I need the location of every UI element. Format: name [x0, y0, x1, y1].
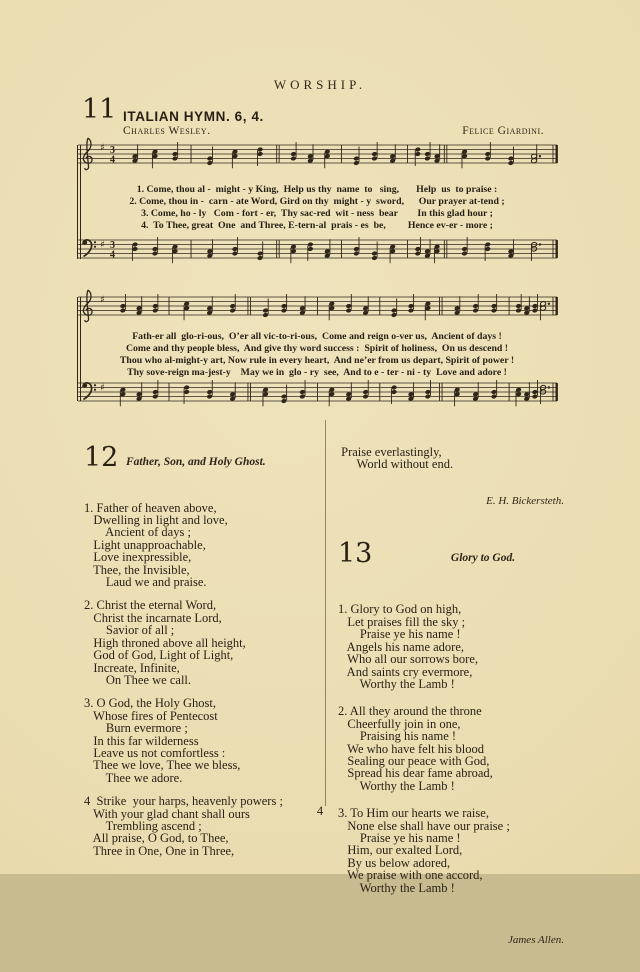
verse-line: Praise ye his name !: [338, 627, 461, 642]
hymn-12-author: E. H. Bickersteth.: [486, 495, 564, 508]
hymn-13-title: Glory to God.: [450, 551, 516, 564]
text-line: 3. Come, ho - ly Com - fort - er, Thy sac-red wit - ness bear In this glad hour ;: [141, 208, 493, 219]
svg-text:♯: ♯: [100, 294, 105, 306]
verse-line: And saints cry evermore,: [338, 664, 473, 679]
verse-line: Spread his dear fame abroad,: [338, 766, 493, 781]
verse-line: 2. All they around the throne: [338, 704, 482, 719]
page-number: 4: [316, 804, 324, 818]
verse-line: Cheerfully join in one,: [338, 716, 461, 731]
verse: [338, 603, 586, 690]
verse-line: 1. Father of heaven above,: [84, 500, 217, 515]
system-2-treble-staff: [70, 282, 564, 332]
text-line: Thy sove-reign ma-jest-y May we in glo - ry see, And to e - ter - ni - ty Love and adore !: [127, 367, 507, 378]
verse-line: By us below adored,: [338, 855, 451, 870]
hymn-13-column: [338, 421, 586, 971]
hymn-11-author: Charles Wesley.: [123, 125, 211, 137]
text-line: 1. Come, thou al - might - y King, Help us thy name to sing, Help us to praise :: [136, 184, 498, 195]
svg-text:4: 4: [110, 249, 115, 261]
text-line: 2. Come, thou in - carn - ate Word, Gird on thy might - y sword, Our prayer at-tend ;: [129, 196, 505, 207]
verse: [84, 599, 332, 686]
verse-line: Laud we and praise.: [84, 575, 207, 590]
verse-line: Thee, the Invisible,: [84, 562, 190, 577]
text-line: Fath-er all glo-ri-ous, O’er all vic-to-ri-ous, Come and reign o-ver us, Ancient of days !: [132, 331, 502, 342]
hymn-12-column: [84, 419, 332, 893]
verse-line: Dwelling in light and love,: [84, 513, 228, 528]
verse-line: 2. Christ the eternal Word,: [84, 598, 217, 613]
hymn-12-continuation: [338, 446, 586, 471]
verse-line: All praise, O God, to Thee,: [84, 831, 229, 846]
hymn-12-heading: [84, 441, 332, 477]
verse-line: Thee we love, Thee we bless,: [84, 758, 241, 773]
verse-line: Who all our sorrows bore,: [338, 652, 479, 667]
verse-line: Light unapproachable,: [84, 537, 206, 552]
verse-line: 3. To Him our hearts we raise,: [338, 806, 489, 821]
svg-text:♯: ♯: [100, 142, 105, 154]
verse: [338, 705, 586, 792]
verse-line: We praise with one accord,: [338, 868, 483, 883]
verse-line: Christ the incarnate Lord,: [84, 610, 222, 625]
text-line: 4. To Thee, great One and Three, E-tern-al prais - es be, Hence ev-er - more ;: [141, 220, 493, 231]
verse-line: Worthy the Lamb !: [338, 880, 455, 895]
system-1-treble-staff: [70, 130, 564, 180]
verse-line: We who have felt his blood: [338, 741, 484, 756]
hymn-12-number: 12: [84, 441, 119, 473]
svg-text:4: 4: [110, 154, 115, 166]
verse-line: High throned above all height,: [84, 635, 246, 650]
verse-line: None else shall have our praise ;: [338, 818, 510, 833]
text-line: World without end.: [338, 457, 454, 472]
verse-line: Let praises fill the sky ;: [338, 614, 466, 629]
verse-line: Thee we adore.: [84, 770, 183, 785]
svg-text:3: 3: [110, 145, 115, 157]
hymn-11-title: ITALIAN HYMN. 6, 4.: [123, 109, 264, 124]
verse-line: In this far wilderness: [84, 733, 199, 748]
verse-line: Worthy the Lamb !: [338, 676, 455, 691]
verse-line: Increate, Infinite,: [84, 660, 180, 675]
text-line: Praise everlastingly,: [338, 444, 442, 459]
system-1-bass-staff: [70, 228, 564, 274]
running-head: WORSHIP.: [273, 77, 367, 92]
verse-line: God of God, Light of Light,: [84, 648, 234, 663]
verse-line: Three in One, One in Three,: [84, 843, 235, 858]
verse-line: Angels his name adore,: [338, 639, 465, 654]
hymn-13-heading: [338, 537, 586, 573]
verse-line: Praising his name !: [338, 729, 457, 744]
verse-line: 3. O God, the Holy Ghost,: [84, 696, 216, 711]
hymn-11-lyrics-system-1: [70, 184, 564, 232]
text-line: Thou who al-might-y art, Now rule in every heart, And ne’er from us depart, Spirit of power !: [119, 355, 515, 366]
verse-line: On Thee we call.: [84, 672, 192, 687]
verse-line: Him, our exalted Lord,: [338, 843, 463, 858]
hymn-11-number: 11: [82, 94, 117, 125]
verse-line: Sealing our peace with God,: [338, 753, 490, 768]
hymn-13-verses: [338, 603, 586, 894]
verse: [84, 502, 332, 589]
verse: [84, 697, 332, 784]
verse-line: Love inexpressible,: [84, 550, 192, 565]
hymn-11-composer: Felice Giardini.: [462, 125, 544, 137]
verse-line: Worthy the Lamb !: [338, 778, 455, 793]
svg-text:3: 3: [110, 240, 115, 252]
hymn-13-author: James Allen.: [507, 933, 564, 946]
svg-text:♯: ♯: [100, 382, 105, 394]
verse-line: Whose fires of Pentecost: [84, 708, 218, 723]
verse-line: Ancient of days ;: [84, 525, 191, 540]
verse-line: Burn evermore ;: [84, 721, 188, 736]
verse-line: Trembling ascend ;: [84, 818, 202, 833]
verse-line: 1. Glory to God on high,: [338, 602, 462, 617]
verse-line: With your glad chant shall ours: [84, 806, 250, 821]
hymn-13-number: 13: [338, 537, 373, 569]
verse-line: Savior of all ;: [84, 623, 175, 638]
verse-line: Praise ye his name !: [338, 830, 461, 845]
hymn-12-title: Father, Son, and Holy Ghost.: [126, 455, 266, 468]
verse: [338, 807, 586, 894]
verse-line: 4 Strike your harps, heavenly powers ;: [84, 794, 283, 809]
svg-text:♯: ♯: [100, 239, 105, 251]
verse-line: Leave us not comfortless :: [84, 745, 226, 760]
system-2-bass-staff: [70, 371, 564, 417]
text-line: Come and thy people bless, And give thy word success : Spirit of holiness, On us descend !: [125, 343, 509, 354]
